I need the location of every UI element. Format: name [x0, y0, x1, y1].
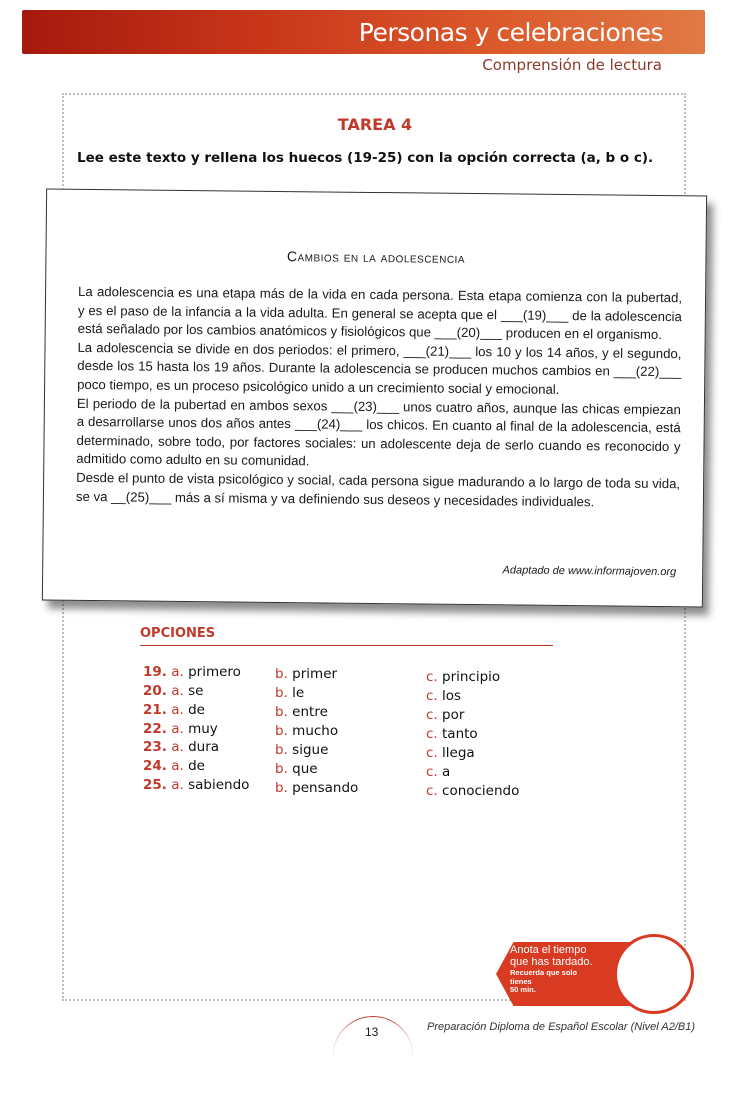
option-letter-b: b.	[275, 780, 288, 796]
header-banner	[22, 10, 705, 54]
option-letter-a: a.	[171, 777, 184, 793]
option-row-23-c	[426, 745, 475, 761]
timer-small-2: 50 min.	[510, 985, 536, 994]
option-letter-c: c.	[426, 783, 438, 799]
option-b: que	[292, 761, 318, 777]
option-a: de	[188, 702, 205, 718]
task-title: TAREA 4	[337, 115, 413, 134]
option-number: 23.	[143, 739, 167, 755]
option-letter-a: a.	[171, 664, 184, 680]
option-number: 21.	[143, 702, 167, 718]
option-row-23-b	[275, 742, 328, 758]
option-letter-b: b.	[275, 723, 288, 739]
option-number: 22.	[143, 721, 167, 737]
timer-note	[510, 944, 600, 995]
timer-line-1: Anota el tiempo	[510, 944, 587, 956]
option-c: los	[442, 688, 462, 704]
option-row-23	[143, 739, 219, 755]
option-row-21	[143, 702, 205, 718]
option-letter-c: c.	[426, 745, 438, 761]
option-a: sabiendo	[188, 777, 250, 793]
option-row-21-b	[275, 704, 328, 720]
reading-paragraph: El periodo de la pubertad en ambos sexos ___(23)___ unos cuatro años, aunque las chicas empiezan a desarrollarse unos dos años antes ___(24)___ los chicos. En cuanto al final de la adolescencia, está determinado, sobre todo, por factores sociales: un adolescente deja de serlo cuando es reconocido y admitido como adulto en su comunidad.	[76, 395, 681, 469]
options-heading: OPCIONES	[140, 626, 553, 646]
reading-title: Cambios en la adolescencia	[286, 248, 466, 266]
option-b: pensando	[292, 780, 359, 796]
option-letter-c: c.	[426, 669, 438, 685]
time-entry-circle[interactable]	[614, 934, 694, 1014]
timer-line-2: que has tardado.	[510, 956, 593, 968]
option-b: primer	[292, 666, 338, 682]
timer-small-1: Recuerda que solo tienes	[510, 968, 578, 986]
option-letter-a: a.	[171, 721, 184, 737]
option-c: a	[442, 764, 451, 780]
option-letter-c: c.	[426, 707, 438, 723]
option-a: primero	[188, 664, 241, 680]
option-c: llega	[442, 745, 475, 761]
option-row-19-c	[426, 669, 500, 685]
option-letter-a: a.	[171, 758, 184, 774]
option-a: dura	[188, 739, 220, 755]
option-row-22-b	[275, 723, 338, 739]
option-row-25-c	[426, 783, 519, 799]
option-row-24-b	[275, 761, 318, 777]
option-number: 24.	[143, 758, 167, 774]
option-b: entre	[292, 704, 328, 720]
option-row-25-b	[275, 780, 358, 796]
page-number: 13	[365, 1025, 379, 1039]
option-letter-b: b.	[275, 666, 288, 682]
option-row-21-c	[426, 707, 464, 723]
option-b: sigue	[292, 742, 329, 758]
option-row-20-c	[426, 688, 461, 704]
option-b: mucho	[292, 723, 339, 739]
option-row-19	[143, 664, 241, 680]
option-letter-a: a.	[171, 739, 184, 755]
option-c: principio	[442, 669, 501, 685]
reading-paragraph: Desde el punto de vista psicológico y social, cada persona sigue madurando a lo largo de toda su vida, se va __(25)___ más a sí misma y va definiendo sus deseos y necesidades individuales.	[75, 469, 681, 509]
book-title: Preparación Diploma de Español Escolar (Nivel A2/B1)	[427, 1021, 695, 1033]
option-row-24	[143, 758, 205, 774]
option-number: 19.	[143, 664, 167, 680]
option-row-20-b	[275, 685, 304, 701]
option-row-25	[143, 777, 249, 793]
option-row-20	[143, 683, 203, 699]
reading-source: Adaptado de www.informajoven.org	[502, 564, 677, 579]
option-a: de	[188, 758, 205, 774]
option-letter-b: b.	[275, 704, 288, 720]
option-c: por	[442, 707, 465, 723]
reading-paragraph: La adolescencia se divide en dos periodos: el primero, ___(21)___ los 10 y los 14 años, y el segundo, desde los 15 hasta los 19 años. Durante la adolescencia se producen muchos cambios en ___(22)___ poco tiempo, es un proceso psicológico unido a un crecimiento social y emocional.	[77, 339, 682, 397]
option-letter-b: b.	[275, 742, 288, 758]
option-letter-a: a.	[171, 702, 184, 718]
unit-title: Personas y celebraciones	[358, 18, 663, 47]
option-c: conociendo	[442, 783, 520, 799]
reading-text	[76, 283, 682, 512]
option-letter-b: b.	[275, 761, 288, 777]
option-letter-c: c.	[426, 688, 438, 704]
option-number: 20.	[143, 683, 167, 699]
reading-card	[42, 189, 707, 608]
option-a: se	[188, 683, 204, 699]
section-subtitle: Comprensión de lectura	[482, 56, 662, 74]
reading-paragraph: La adolescencia es una etapa más de la vida en cada persona. Esta etapa comienza con la pubertad, y es el paso de la infancia a la vida adulta. En general se acepta que el ___(19)___ de la adolescencia está señalado por los cambios anatómicos y fisiológicos que ___(20)___ producen en el organismo.	[77, 283, 683, 343]
option-row-19-b	[275, 666, 337, 682]
option-letter-c: c.	[426, 764, 438, 780]
option-c: tanto	[442, 726, 478, 742]
option-row-22	[143, 721, 218, 737]
option-number: 25.	[143, 777, 167, 793]
option-row-24-c	[426, 764, 450, 780]
option-letter-a: a.	[171, 683, 184, 699]
option-row-22-c	[426, 726, 478, 742]
timer-reminder	[510, 969, 600, 995]
option-letter-c: c.	[426, 726, 438, 742]
option-a: muy	[188, 721, 218, 737]
task-instruction: Lee este texto y rellena los huecos (19-25) con la opción correcta (a, b o c).	[77, 150, 654, 166]
option-b: le	[292, 685, 305, 701]
option-letter-b: b.	[275, 685, 288, 701]
